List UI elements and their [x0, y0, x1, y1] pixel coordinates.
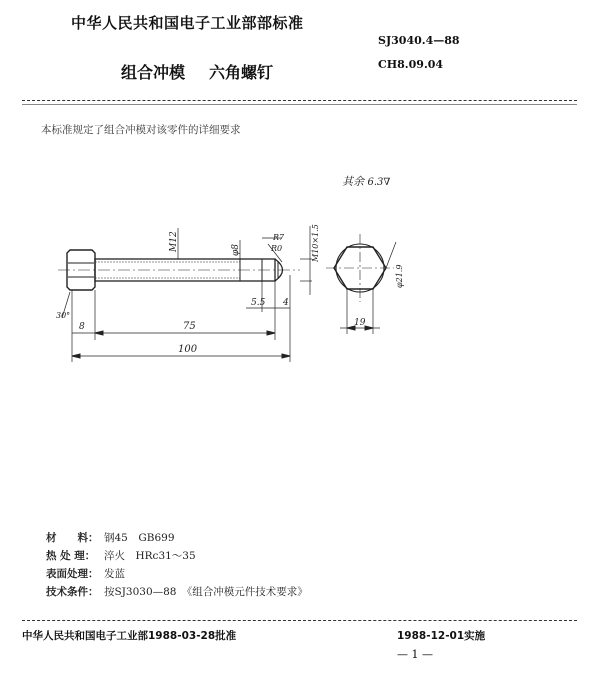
spec-technical-conditions [46, 584, 308, 599]
dim-19: 19 [354, 318, 366, 328]
spec-surface [46, 566, 125, 581]
page-number: — 1 — [397, 648, 433, 661]
spec-material-label: 材 料： [46, 532, 99, 544]
spec-material-value: 钢45 GB699 [104, 532, 175, 544]
dim-4: 4 [283, 298, 289, 308]
spec-surface-label: 表面处理： [46, 568, 99, 580]
dim-m10: M10×1.5 [311, 224, 320, 262]
dim-r0: R0 [271, 244, 283, 253]
spec-tech-label: 技术条件： [46, 586, 99, 598]
footer-rule [22, 620, 577, 621]
dim-r7: R7 [273, 233, 285, 242]
effective-date: 1988-12-01实施 [397, 630, 486, 642]
spec-heat-treatment [46, 548, 196, 563]
spec-tech-value: 按SJ3030—88 《组合冲模元件技术要求》 [104, 586, 308, 598]
approval-line: 中华人民共和国电子工业部1988-03-28批准 [22, 630, 237, 642]
intro-text: 本标准规定了组合冲模对该零件的详细要求 [41, 124, 241, 136]
spec-material [46, 530, 175, 545]
roughness-symbol: 6.3∇ [367, 177, 391, 188]
dim-5-5: 5.5 [251, 298, 266, 308]
title-part-b: 六角螺钉 [209, 63, 274, 82]
dim-phi-hex: φ21.9 [395, 264, 404, 288]
classification-code: CH8.09.04 [378, 58, 444, 71]
dim-angle: 30° [56, 311, 71, 320]
dim-100: 100 [178, 344, 198, 355]
dim-75: 75 [183, 321, 196, 332]
spec-heat-label: 热 处 理： [46, 550, 96, 562]
dim-8: 8 [79, 322, 85, 332]
spec-heat-value: 淬火 HRc31～35 [104, 550, 196, 562]
spec-surface-value: 发蓝 [104, 568, 125, 580]
standard-number: SJ3040.4—88 [378, 34, 460, 47]
title-part-a: 组合冲模 [121, 63, 186, 82]
dim-phi8: φ8 [231, 243, 241, 256]
roughness-label: 其余 [342, 175, 364, 188]
dim-m12: M12 [169, 231, 179, 252]
issuing-organization: 中华人民共和国电子工业部部标准 [71, 14, 304, 32]
